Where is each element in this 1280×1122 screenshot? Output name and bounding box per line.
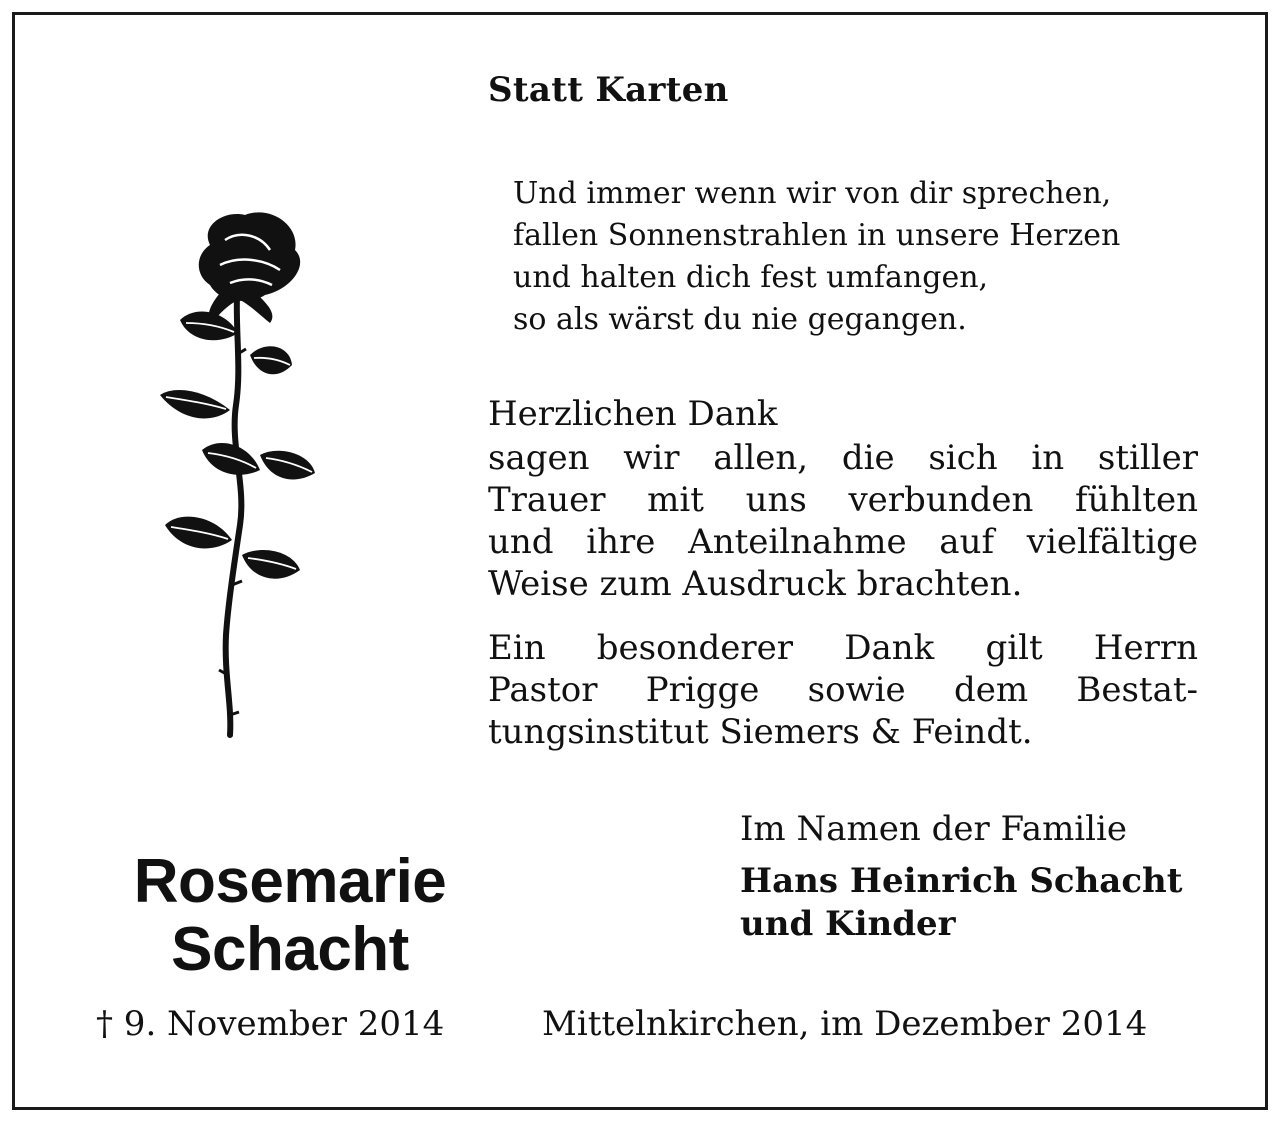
- header-title: Statt Karten: [488, 70, 729, 110]
- thanks-line: und ihre Anteilnahme auf vielfältige: [488, 522, 1198, 562]
- deceased-first-name: Rosemarie: [133, 847, 447, 916]
- thanks-body: [488, 437, 1198, 605]
- deceased-last-name: Schacht: [171, 915, 409, 984]
- poem-line: fallen Sonnenstrahlen in unsere Herzen: [513, 218, 1121, 253]
- family-intro: Im Namen der Familie: [740, 809, 1128, 849]
- special-thanks: [488, 627, 1198, 753]
- death-date: † 9. November 2014: [96, 1004, 445, 1044]
- thanks-line: Trauer mit uns verbunden fühlten: [488, 480, 1198, 520]
- poem-line: so als wärst du nie gegangen.: [513, 302, 967, 337]
- poem-line: und halten dich fest umfangen,: [513, 260, 989, 295]
- family-name-line: und Kinder: [740, 904, 956, 944]
- special-thanks-line: Pastor Prigge sowie dem Bestat-: [488, 670, 1198, 710]
- deceased-name: [80, 848, 500, 984]
- special-thanks-line: Ein besonderer Dank gilt Herrn: [488, 628, 1198, 668]
- thanks-title: Herzlichen Dank: [488, 394, 778, 434]
- family-names: [740, 860, 1182, 946]
- poem-line: Und immer wenn wir von dir sprechen,: [513, 176, 1112, 211]
- rose-icon: [150, 205, 320, 745]
- thanks-line: sagen wir allen, die sich in stiller: [488, 438, 1198, 478]
- special-thanks-line: tungsinstitut Siemers & Feindt.: [488, 712, 1033, 752]
- place-date: Mittelnkirchen, im Dezember 2014: [542, 1004, 1148, 1044]
- thanks-line: Weise zum Ausdruck brachten.: [488, 564, 1023, 604]
- poem: [513, 173, 1120, 341]
- family-name-line: Hans Heinrich Schacht: [740, 861, 1183, 901]
